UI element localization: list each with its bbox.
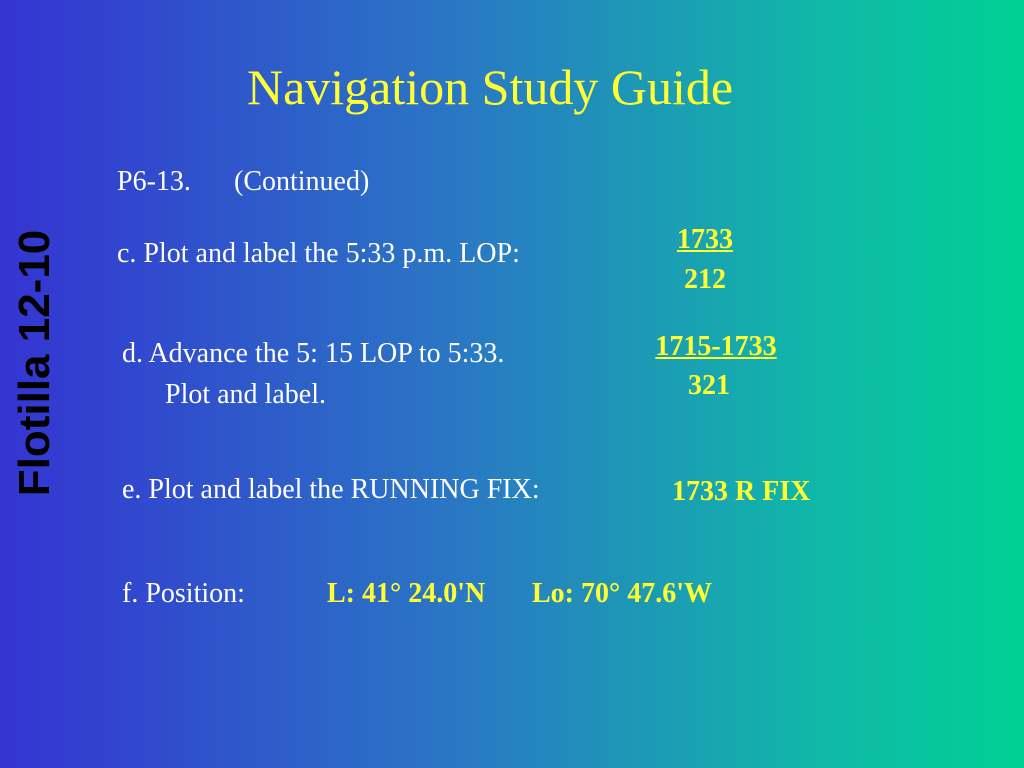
item-f-text: f. Position: [122, 578, 245, 609]
item-c-text: c. Plot and label the 5:33 p.m. LOP: [117, 238, 520, 269]
item-f-longitude: Lo: 70° 47.6'W [532, 578, 712, 609]
problem-note: (Continued) [234, 166, 370, 197]
item-e-text: e. Plot and label the RUNNING FIX: [122, 474, 540, 505]
item-f-latitude: L: 41° 24.0'N [327, 578, 486, 609]
item-d-answer-time: 1715-1733 [655, 331, 777, 362]
flotilla-side-label: Flotilla 12-10 [10, 229, 59, 497]
page-title: Navigation Study Guide [246, 59, 734, 115]
item-c-answer-value: 212 [684, 264, 726, 295]
item-d-text-line1: d. Advance the 5: 15 LOP to 5:33. [122, 338, 505, 369]
item-e-answer: 1733 R FIX [672, 476, 811, 507]
item-d-answer-value: 321 [688, 370, 730, 401]
item-c-answer-time: 1733 [677, 224, 733, 255]
problem-number: P6-13. [117, 166, 191, 197]
item-d-text-line2: Plot and label. [165, 379, 326, 410]
